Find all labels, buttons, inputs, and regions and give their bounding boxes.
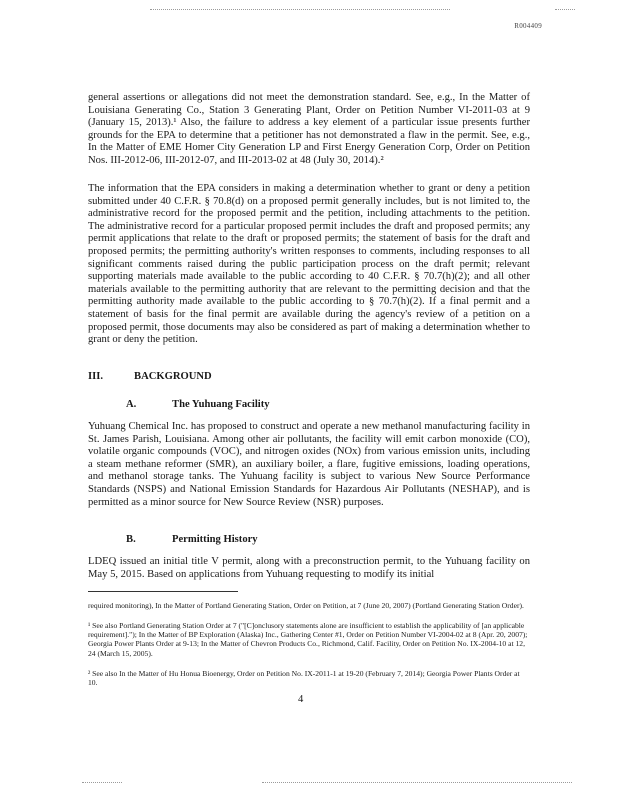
bottom-scan-dotted-line (262, 782, 572, 783)
subsection-heading-facility (126, 399, 270, 410)
section-number: III. (88, 371, 104, 382)
paragraph-demonstration-standard: general assertions or allegations did not meet the demonstration standard. See, e.g., In the Matter of Louisiana Generating Co., Station 3 Generating Plant, Order on Petition Number VI-2011-03 at 9 (January 15, 2013).¹ Also, the failure to address a key element of a particular issue presents further grounds for the EPA to determine that a petitioner has not demonstrated a flaw in the permit. See, e.g., In the Matter of EME Homer City Generation LP and First Energy Generation Corp, Order on Petition Nos. III-2012-06, III-2012-07, and III-2013-02 at 48 (July 30, 2014).² (88, 92, 530, 166)
subsection-title: Permitting History (172, 534, 258, 545)
top-scan-dotted-line (150, 9, 450, 10)
subsection-letter: B. (126, 534, 136, 545)
subsection-heading-permitting (126, 534, 258, 545)
footnote-1: ¹ See also Portland Generating Station Order at 7 ("[C]onclusory statements alone are insufficient to establish the applicability of [an applicable requirement]."); In the Matter of BP Exploration (Alaska) Inc., Gathering Center #1, Order on Petition Number VI-2004-02 at 8 (Apr. 20, 2007); Georgia Power Plants Order at 9-13; In the Matter of Chevron Products Co., Richmond, Calif. Facility, Order on Petition No. IX-2004-10 at 12, 24 (March 15, 2005). (88, 621, 528, 658)
top-right-scan-mark (555, 9, 575, 10)
paragraph-administrative-record: The information that the EPA considers in making a determination whether to grant or deny a petition submitted under 40 C.F.R. § 70.8(d) on a proposed permit generally includes, but is not limited to, the administrative record for the proposed permit and the petition, including attachments to the petition. The administrative record for a particular proposed permit includes the draft and proposed permits; any permit applications that relate to the draft or proposed permits; the statement of basis for the draft and proposed permits; the permitting authority's written responses to comments, including responses to all significant comments raised during the public participation process on the draft permit; relevant supporting materials made available to the public according to 40 C.F.R. § 70.7(h)(2); and all other materials available to the permitting authority that are relevant to the permitting decision and that the permitting authority made available to the public according to § 70.7(h)(2). If a final permit and a statement of basis for the final permit are available during the agency's review of a petition on a proposed permit, those documents may also be considered as part of making a determination whether to grant or deny the petition. (88, 183, 530, 346)
section-title: BACKGROUND (134, 371, 212, 382)
subsection-title: The Yuhuang Facility (172, 399, 270, 410)
section-heading-background (88, 371, 212, 382)
subsection-letter: A. (126, 399, 137, 410)
bates-number: R004409 (514, 22, 542, 30)
footnote-continued: required monitoring), In the Matter of Portland Generating Station, Order on Petition, at 7 (June 20, 2007) (Portland Generating Station Order). (88, 601, 524, 610)
page-number: 4 (298, 694, 304, 705)
footnote-separator (88, 591, 238, 592)
footnote-2: ² See also In the Matter of Hu Honua Bioenergy, Order on Petition No. IX-2011-1 at 19-20 (February 7, 2014); Georgia Power Plants Order at 10. (88, 669, 520, 688)
bottom-left-scan-mark (82, 782, 122, 783)
paragraph-yuhuang-facility: Yuhuang Chemical Inc. has proposed to construct and operate a new methanol manufacturing facility in St. James Parish, Louisiana. Among other air pollutants, the facility will emit carbon monoxide (CO), volatile organic compounds (VOC), and nitrogen oxides (NOx) from various emission units, including a steam methane reformer (SMR), an auxiliary boiler, a flare, fugitive emissions, loading operations, and methanol storage tanks. The Yuhuang facility is subject to various New Source Performance Standards (NSPS) and National Emission Standards for Hazardous Air Pollutants (NESHAP), and is permitted as a minor source for New Source Review (NSR) purposes. (88, 421, 530, 508)
paragraph-permitting-history: LDEQ issued an initial title V permit, along with a preconstruction permit, to the Yuhuang facility on May 5, 2015. Based on applications from Yuhuang requesting to modify its initial (88, 556, 530, 580)
